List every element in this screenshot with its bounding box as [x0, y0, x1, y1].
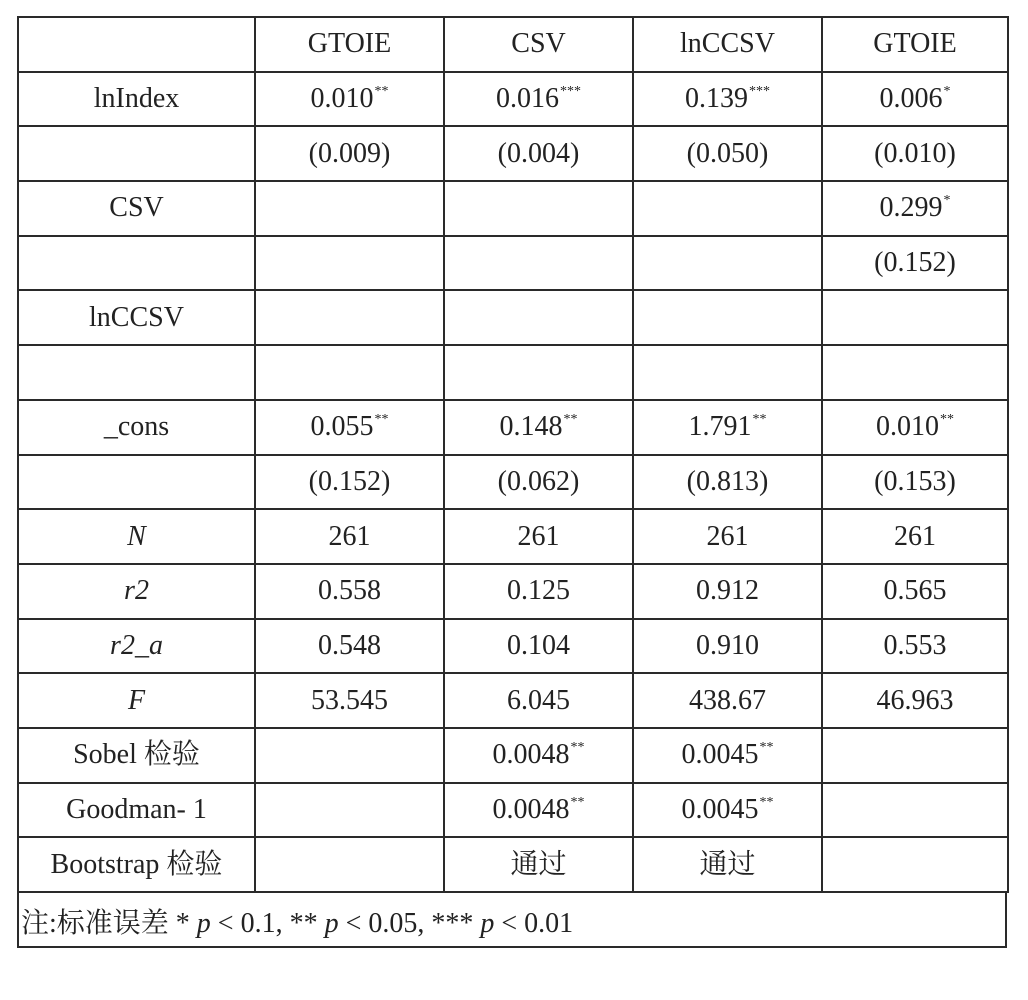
table-cell [633, 673, 822, 728]
table-cell [633, 509, 822, 564]
table-cell [255, 455, 444, 510]
table-cell [444, 564, 633, 619]
table-row [18, 400, 1008, 455]
table-cell [633, 619, 822, 674]
row-label [18, 126, 255, 181]
significance-stars: ** [752, 412, 767, 428]
row-label: r2 [18, 564, 255, 619]
cell-value: (0.010) [874, 137, 956, 169]
table-row [18, 455, 1008, 510]
cell-value: 通过 [510, 848, 567, 880]
table-cell [822, 783, 1008, 838]
cell-value: 261 [894, 520, 936, 552]
note-t3: < 0.01 [494, 908, 574, 939]
note-p2: p [324, 908, 339, 939]
table-cell [633, 181, 822, 236]
table-row [18, 181, 1008, 236]
table-cell [633, 72, 822, 127]
table-cell [255, 564, 444, 619]
table-cell [822, 290, 1008, 345]
table-cell [444, 72, 633, 127]
table-cell [444, 673, 633, 728]
table-cell [444, 345, 633, 400]
cell-value: 261 [706, 520, 749, 552]
cell-value: (0.009) [308, 137, 391, 169]
table-cell [822, 126, 1008, 181]
cell-value: (0.813) [686, 465, 769, 497]
row-label: CSV [18, 181, 255, 236]
cell-value: 0.006 [879, 83, 943, 115]
significance-stars: ** [374, 412, 389, 428]
row-label: _cons [18, 400, 255, 455]
row-label: lnCCSV [18, 290, 255, 345]
table-cell [822, 673, 1008, 728]
table-row [18, 236, 1008, 291]
cell-value: 0.0048 [492, 793, 570, 825]
significance-stars: ** [940, 412, 954, 428]
significance-stars: ** [374, 84, 389, 100]
table-cell [822, 837, 1008, 892]
significance-stars: ** [563, 412, 578, 428]
table-cell [822, 181, 1008, 236]
table-cell [633, 783, 822, 838]
row-label [18, 236, 255, 291]
table-cell [633, 564, 822, 619]
cell-value: 0.565 [883, 575, 947, 607]
table-cell [255, 345, 444, 400]
cell-value: 0.548 [318, 629, 381, 661]
cell-value: 46.963 [876, 684, 954, 716]
table-cell [255, 619, 444, 674]
row-label: lnIndex [18, 72, 255, 127]
cell-value: 0.139 [685, 83, 748, 115]
table-cell [255, 290, 444, 345]
cell-value: 0.148 [499, 411, 563, 443]
table-cell [444, 837, 633, 892]
table-cell [822, 455, 1008, 510]
cell-value: 6.045 [507, 684, 570, 716]
table-row [18, 783, 1008, 838]
cell-value: 1.791 [688, 411, 752, 443]
cell-value: 0.016 [496, 83, 559, 115]
table-cell [633, 236, 822, 291]
table-cell [822, 236, 1008, 291]
significance-stars: * [943, 193, 951, 209]
table-cell [633, 345, 822, 400]
header-cell-0 [18, 17, 255, 72]
row-label [18, 455, 255, 510]
table-row [18, 728, 1008, 783]
table-cell [255, 837, 444, 892]
table-row [18, 345, 1008, 400]
cell-value: 0.010 [876, 411, 939, 443]
cell-value: 0.010 [310, 83, 374, 115]
cell-value: (0.152) [308, 465, 391, 497]
significance-stars: ** [759, 740, 774, 756]
note-t2: < 0.05, *** [338, 908, 481, 939]
table-row [18, 72, 1008, 127]
header-row [18, 17, 1008, 72]
cell-value: 0.912 [696, 575, 759, 607]
table-cell [822, 619, 1008, 674]
table-cell [633, 400, 822, 455]
table-cell [255, 728, 444, 783]
row-label: F [18, 673, 255, 728]
note-p1: p [196, 908, 211, 939]
significance-stars: ** [570, 740, 585, 756]
cell-value: 261 [328, 520, 371, 552]
cell-value: (0.062) [497, 465, 580, 497]
header-cell-4: GTOIE [822, 17, 1008, 72]
cell-value: 438.67 [689, 684, 766, 716]
table-cell [633, 455, 822, 510]
table-cell [255, 509, 444, 564]
cell-value: (0.004) [497, 137, 580, 169]
table-cell [444, 509, 633, 564]
cell-value: (0.152) [874, 247, 956, 279]
cell-value: 0.055 [310, 411, 374, 443]
header-cell-2: CSV [444, 17, 633, 72]
cell-value: 0.0048 [492, 739, 570, 771]
table-cell [444, 728, 633, 783]
table-body [18, 17, 1008, 892]
table-cell [444, 400, 633, 455]
cell-value: 0.910 [696, 629, 759, 661]
table-cell [633, 290, 822, 345]
significance-stars: * [943, 84, 951, 100]
cell-value: 0.299 [879, 192, 943, 224]
cell-value: 通过 [699, 848, 756, 880]
table-row [18, 126, 1008, 181]
table-note [17, 893, 1007, 948]
table-cell [633, 837, 822, 892]
note-t1: < 0.1, ** [210, 908, 325, 939]
table-cell [255, 126, 444, 181]
table-cell [444, 619, 633, 674]
table-cell [444, 783, 633, 838]
table-cell [822, 345, 1008, 400]
table-cell [255, 72, 444, 127]
header-cell-3: lnCCSV [633, 17, 822, 72]
cell-value: 0.125 [507, 575, 570, 607]
cell-value: (0.153) [874, 465, 956, 497]
cell-value: 0.0045 [681, 793, 759, 825]
regression-table-frame [17, 16, 1007, 948]
table-row [18, 673, 1008, 728]
cell-value: (0.050) [686, 137, 769, 169]
table-cell [444, 455, 633, 510]
row-label: Bootstrap 检验 [18, 837, 255, 892]
cell-value: 0.558 [318, 575, 381, 607]
table-cell [255, 236, 444, 291]
header-cell-1: GTOIE [255, 17, 444, 72]
row-label: Goodman- 1 [18, 783, 255, 838]
table-cell [822, 72, 1008, 127]
significance-stars: *** [560, 84, 581, 100]
significance-stars: ** [570, 794, 585, 810]
table-cell [633, 728, 822, 783]
table-row [18, 564, 1008, 619]
cell-value: 0.0045 [681, 739, 759, 771]
table-cell [822, 509, 1008, 564]
table-row [18, 290, 1008, 345]
table-cell [822, 400, 1008, 455]
table-cell [444, 126, 633, 181]
note-p3: p [480, 908, 495, 939]
cell-value: 53.545 [311, 684, 388, 716]
table-cell [822, 728, 1008, 783]
table-cell [444, 181, 633, 236]
row-label: r2_a [18, 619, 255, 674]
table-row [18, 619, 1008, 674]
significance-stars: ** [759, 794, 774, 810]
row-label: N [18, 509, 255, 564]
cell-value: 0.553 [883, 629, 947, 661]
cell-value: 0.104 [507, 629, 570, 661]
table-cell [444, 236, 633, 291]
table-row [18, 509, 1008, 564]
table-row [18, 837, 1008, 892]
row-label [18, 345, 255, 400]
table-cell [255, 673, 444, 728]
table-cell [822, 564, 1008, 619]
table-cell [444, 290, 633, 345]
table-cell [255, 400, 444, 455]
significance-stars: *** [749, 84, 770, 100]
table-cell [255, 783, 444, 838]
note-prefix: 注:标准误差 * [21, 908, 197, 939]
regression-table [17, 16, 1009, 893]
cell-value: 261 [517, 520, 560, 552]
table-cell [255, 181, 444, 236]
row-label: Sobel 检验 [18, 728, 255, 783]
table-cell [633, 126, 822, 181]
